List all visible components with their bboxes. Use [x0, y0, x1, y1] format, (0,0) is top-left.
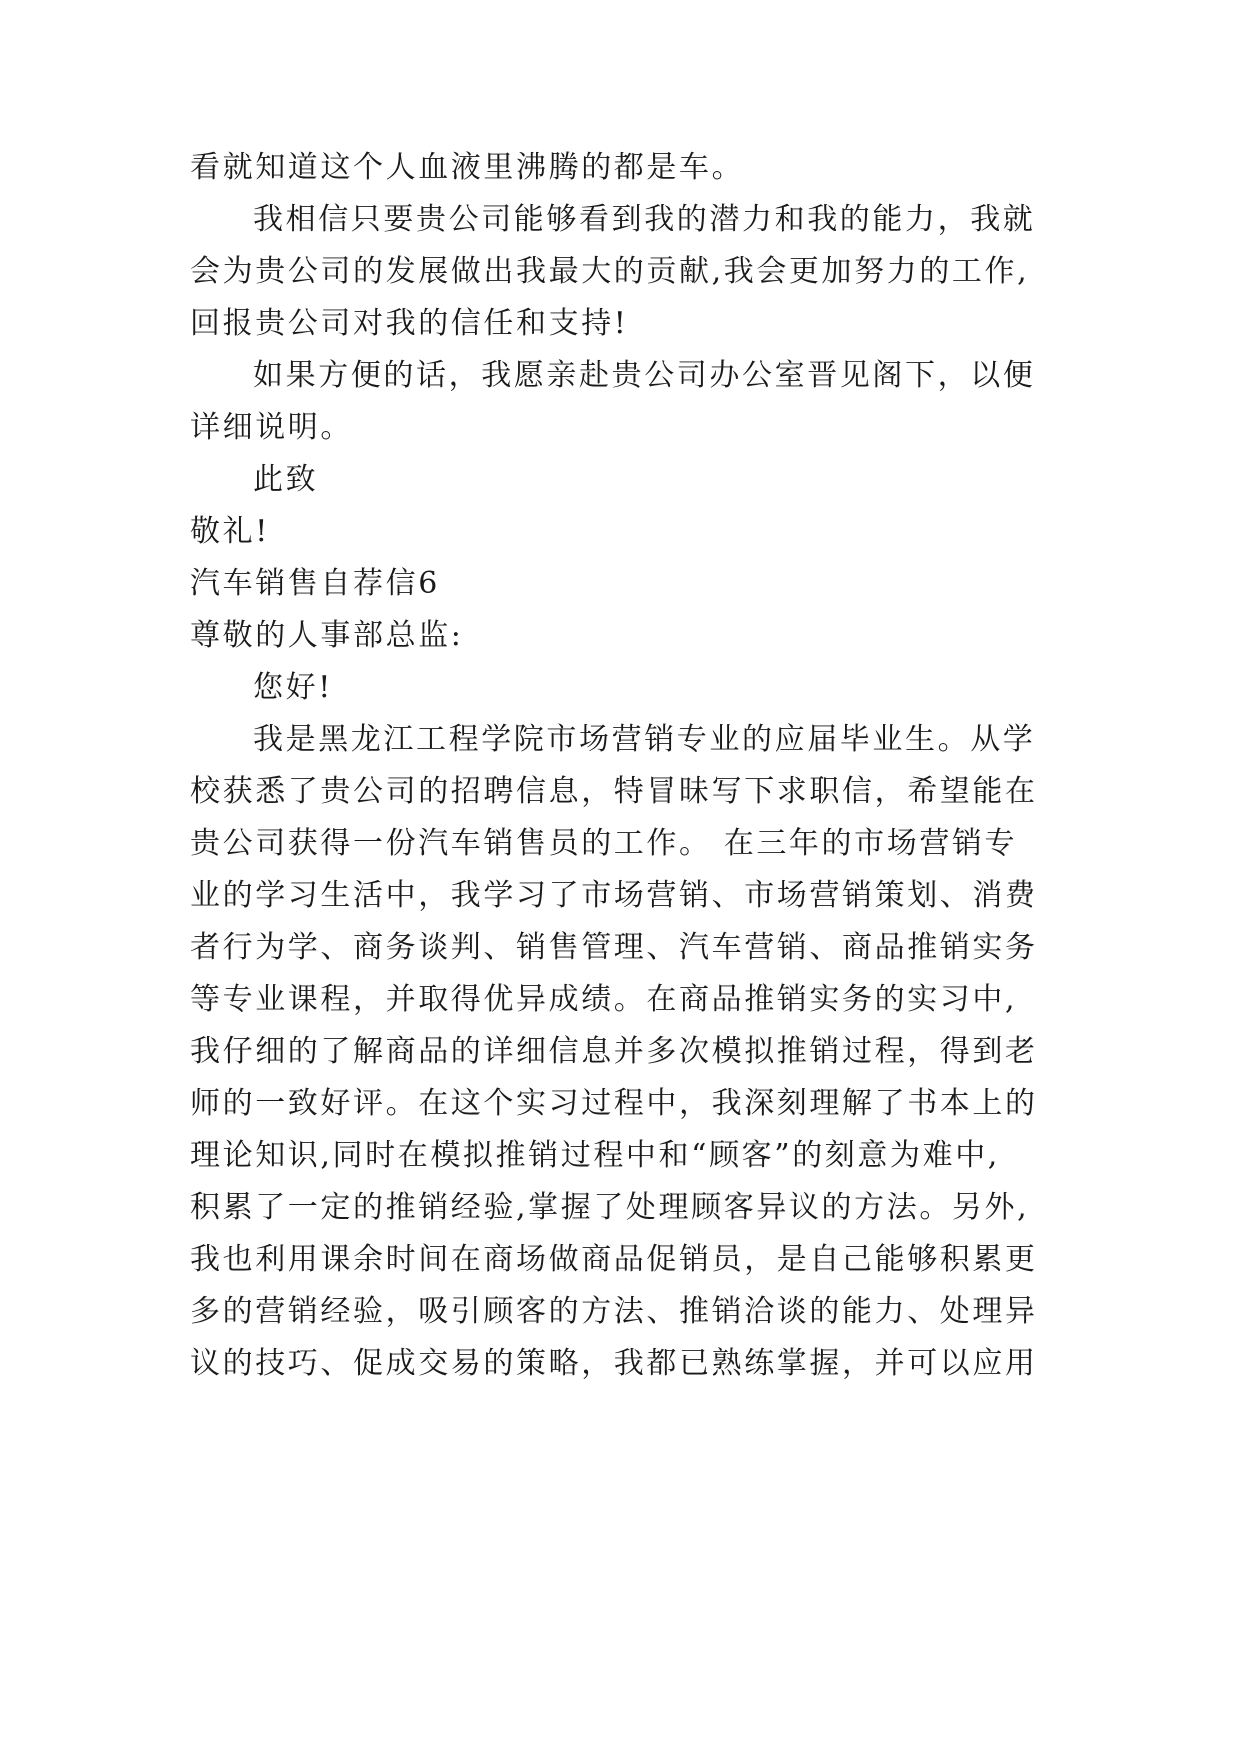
text-line-24: 议的技巧、促成交易的策略，我都已熟练掌握，并可以应用: [190, 1346, 1038, 1381]
text-line-3: 会为贵公司的发展做出我最大的贡献,我会更加努力的工作,: [190, 254, 1030, 289]
regards-line: 敬礼!: [190, 514, 270, 549]
text-line-22: 我也利用课余时间在商场做商品促销员，是自己能够积累更: [190, 1242, 1038, 1277]
text-line-5: 如果方便的话，我愿亲赴贵公司办公室晋见阁下，以便: [253, 358, 1036, 393]
text-line-14: 贵公司获得一份汽车销售员的工作。 在三年的市场营销专: [190, 826, 1018, 861]
text-line-13: 校获悉了贵公司的招聘信息，特冒昧写下求职信，希望能在: [190, 774, 1038, 809]
text-line-23: 多的营销经验，吸引顾客的方法、推销洽谈的能力、处理异: [190, 1294, 1038, 1329]
text-line-15: 业的学习生活中，我学习了市场营销、市场营销策划、消费: [190, 878, 1038, 913]
text-line-18: 我仔细的了解商品的详细信息并多次模拟推销过程，得到老: [190, 1034, 1038, 1069]
text-line-4: 回报贵公司对我的信任和支持!: [190, 306, 629, 341]
text-line-17: 等专业课程，并取得优异成绩。在商品推销实务的实习中,: [190, 982, 1018, 1017]
text-line-6: 详细说明。: [190, 410, 353, 445]
text-line-20: 理论知识,同时在模拟推销过程中和“顾客”的刻意为难中,: [190, 1138, 1000, 1173]
text-line-16: 者行为学、商务谈判、销售管理、汽车营销、商品推销实务: [190, 930, 1038, 965]
text-line-1: 看就知道这个人血液里沸腾的都是车。: [190, 150, 745, 185]
text-line-12: 我是黑龙江工程学院市场营销专业的应届毕业生。从学: [253, 722, 1036, 757]
section-title: 汽车销售自荐信6: [190, 566, 440, 601]
recipient-line: 尊敬的人事部总监:: [190, 618, 464, 653]
greeting-line: 您好!: [253, 670, 333, 705]
text-line-19: 师的一致好评。在这个实习过程中，我深刻理解了书本上的: [190, 1086, 1038, 1121]
salutation-closing: 此致: [253, 462, 319, 497]
text-line-2: 我相信只要贵公司能够看到我的潜力和我的能力，我就: [253, 202, 1036, 237]
text-line-21: 积累了一定的推销经验,掌握了处理顾客异议的方法。另外,: [190, 1190, 1030, 1225]
